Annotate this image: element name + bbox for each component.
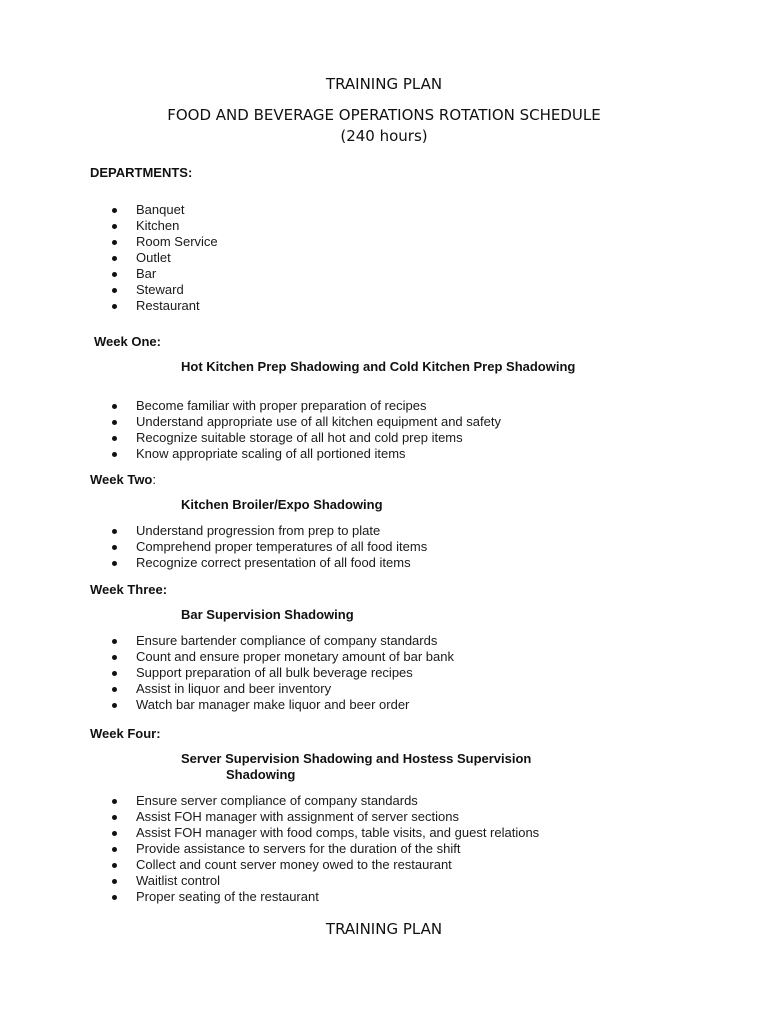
bullet-icon [112, 815, 117, 820]
schedule-title: FOOD AND BEVERAGE OPERATIONS ROTATION SCHEDULE [167, 106, 601, 124]
departments-list [0, 202, 218, 314]
list-item: Recognize correct presentation of all food items [0, 555, 427, 571]
bullet-icon [112, 452, 117, 457]
list-item: Provide assistance to servers for the duration of the shift [0, 841, 539, 857]
list-item: Ensure bartender compliance of company standards [0, 633, 454, 649]
bullet-icon [112, 561, 117, 566]
week-one-label: Week One: [94, 334, 161, 349]
list-item: Assist in liquor and beer inventory [0, 681, 454, 697]
week-four-label: Week Four: [90, 726, 161, 741]
bullet-icon [112, 687, 117, 692]
bullet-icon [112, 863, 117, 868]
week-three-focus: Bar Supervision Shadowing [181, 607, 354, 622]
bullet-icon [112, 529, 117, 534]
bullet-icon [112, 671, 117, 676]
list-item: Support preparation of all bulk beverage recipes [0, 665, 454, 681]
list-item: Comprehend proper temperatures of all food items [0, 539, 427, 555]
bullet-icon [112, 224, 117, 229]
week-four-focus-line2: Shadowing [226, 767, 296, 782]
week-two-tasks [0, 523, 427, 571]
week-one-focus: Hot Kitchen Prep Shadowing and Cold Kitchen Prep Shadowing [181, 359, 576, 374]
week-four-focus-line1: Server Supervision Shadowing and Hostess Supervision [181, 751, 532, 766]
list-item: Waitlist control [0, 873, 539, 889]
week-three-tasks [0, 633, 454, 713]
list-item: Know appropriate scaling of all portioned items [0, 446, 501, 462]
bullet-icon [112, 436, 117, 441]
bullet-icon [112, 420, 117, 425]
list-item: Become familiar with proper preparation of recipes [0, 398, 501, 414]
bullet-icon [112, 895, 117, 900]
list-item: Understand progression from prep to plate [0, 523, 427, 539]
list-item: Proper seating of the restaurant [0, 889, 539, 905]
bullet-icon [112, 799, 117, 804]
list-item: Steward [0, 282, 218, 298]
list-item: Count and ensure proper monetary amount of bar bank [0, 649, 454, 665]
list-item: Room Service [0, 234, 218, 250]
list-item: Assist FOH manager with food comps, table visits, and guest relations [0, 825, 539, 841]
list-item: Restaurant [0, 298, 218, 314]
bullet-icon [112, 831, 117, 836]
bullet-icon [112, 655, 117, 660]
bullet-icon [112, 404, 117, 409]
bullet-icon [112, 256, 117, 261]
list-item: Kitchen [0, 218, 218, 234]
week-four-focus [181, 751, 531, 783]
week-two-focus: Kitchen Broiler/Expo Shadowing [181, 497, 383, 512]
list-item: Recognize suitable storage of all hot and cold prep items [0, 430, 501, 446]
schedule-hours: (240 hours) [340, 127, 428, 145]
week-four-tasks [0, 793, 539, 905]
week-one-tasks [0, 398, 501, 462]
bullet-icon [112, 879, 117, 884]
departments-heading: DEPARTMENTS: [90, 165, 193, 180]
list-item: Bar [0, 266, 218, 282]
footer-title: TRAINING PLAN [325, 920, 443, 938]
bullet-icon [112, 304, 117, 309]
week-three-label: Week Three: [90, 582, 168, 597]
page-title: TRAINING PLAN [325, 75, 443, 93]
list-item: Assist FOH manager with assignment of server sections [0, 809, 539, 825]
list-item: Banquet [0, 202, 218, 218]
bullet-icon [112, 847, 117, 852]
bullet-icon [112, 703, 117, 708]
bullet-icon [112, 240, 117, 245]
list-item: Collect and count server money owed to the restaurant [0, 857, 539, 873]
bullet-icon [112, 639, 117, 644]
week-two-label: Week Two: [90, 472, 156, 487]
list-item: Understand appropriate use of all kitchen equipment and safety [0, 414, 501, 430]
list-item: Outlet [0, 250, 218, 266]
list-item: Ensure server compliance of company standards [0, 793, 539, 809]
bullet-icon [112, 545, 117, 550]
bullet-icon [112, 288, 117, 293]
list-item: Watch bar manager make liquor and beer order [0, 697, 454, 713]
bullet-icon [112, 272, 117, 277]
bullet-icon [112, 208, 117, 213]
